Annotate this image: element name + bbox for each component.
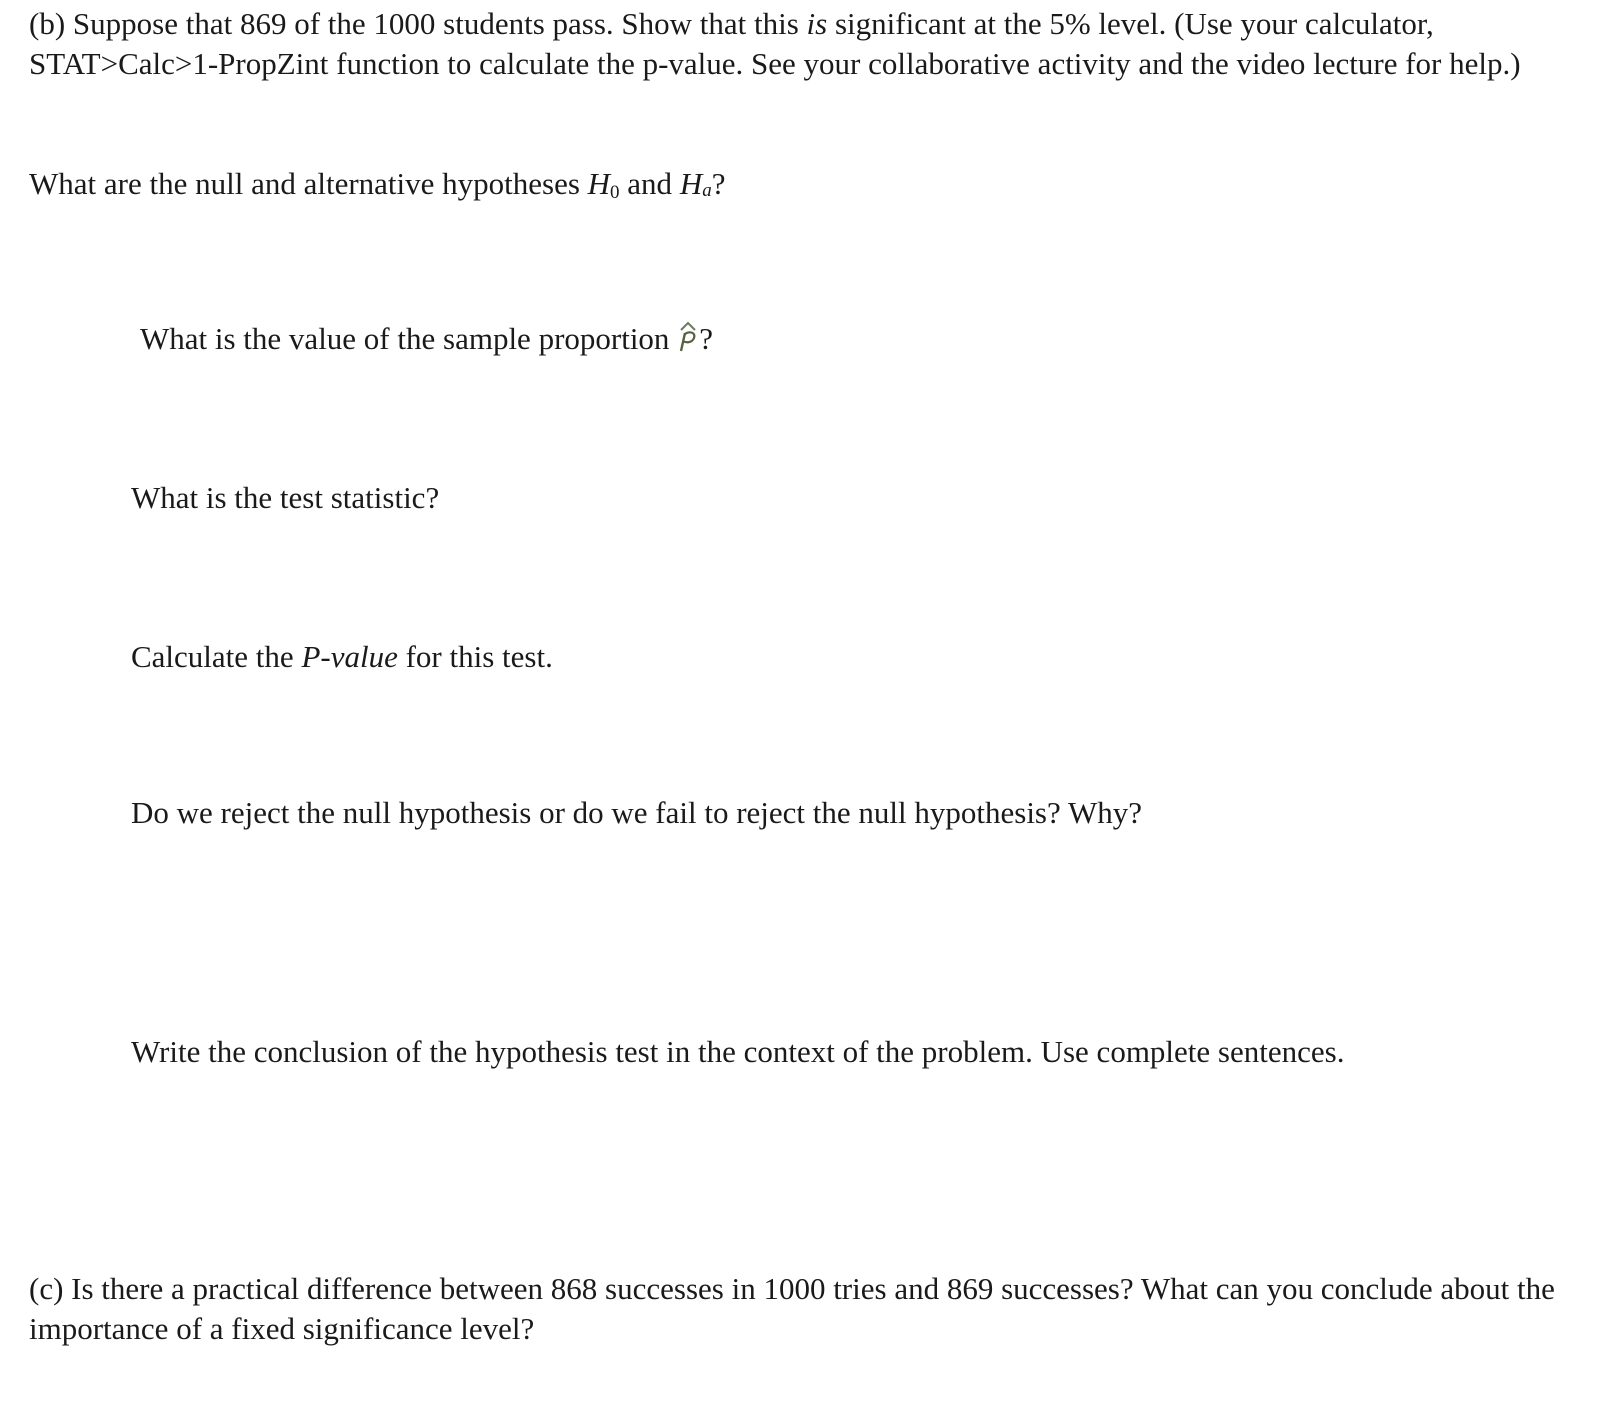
- test-statistic-question: What is the test statistic?: [131, 480, 440, 515]
- conclusion-question: Write the conclusion of the hypothesis test in the context of the problem. Use complete sentences.: [131, 1034, 1345, 1069]
- reject-null-question: Do we reject the null hypothesis or do we fail to reject the null hypothesis? Why?: [131, 795, 1142, 830]
- hypotheses-question: [29, 164, 725, 213]
- part-b-intro-pre: (b) Suppose that 869 of the 1000 students pass. Show that this: [29, 6, 807, 41]
- sample-proportion-question: [140, 319, 713, 359]
- p-hat-symbol-icon: [677, 323, 699, 353]
- part-b-intro-em: is: [806, 6, 828, 41]
- sample-proportion-text: What is the value of the sample proportion: [140, 321, 678, 356]
- ha-subscript: a: [702, 180, 712, 201]
- p-value-term: P-value: [301, 639, 398, 674]
- p-value-question-pre: Calculate the: [131, 639, 302, 674]
- part-b-intro: [29, 4, 1589, 84]
- and-word: and: [619, 166, 680, 201]
- p-value-question-post: for this test.: [397, 639, 553, 674]
- p-value-question: [131, 637, 553, 677]
- h0-subscript: 0: [610, 182, 620, 203]
- hypotheses-question-text: What are the null and alternative hypotheses: [29, 166, 588, 201]
- ha-symbol: H: [679, 166, 703, 201]
- part-c-question: (c) Is there a practical difference between 868 successes in 1000 tries and 869 successes? What can you conclude about the importance of a fixed significance level?: [29, 1271, 1555, 1346]
- h0-symbol: H: [587, 166, 611, 201]
- part-b-intro-post: significant at the 5% level. (Use your calculator, STAT>Calc>1-PropZint function to calculate the p-value. See your collaborative activity and the video lecture for help.): [29, 6, 1521, 81]
- hypotheses-qmark: ?: [711, 166, 726, 201]
- sample-proportion-qmark: ?: [699, 321, 713, 356]
